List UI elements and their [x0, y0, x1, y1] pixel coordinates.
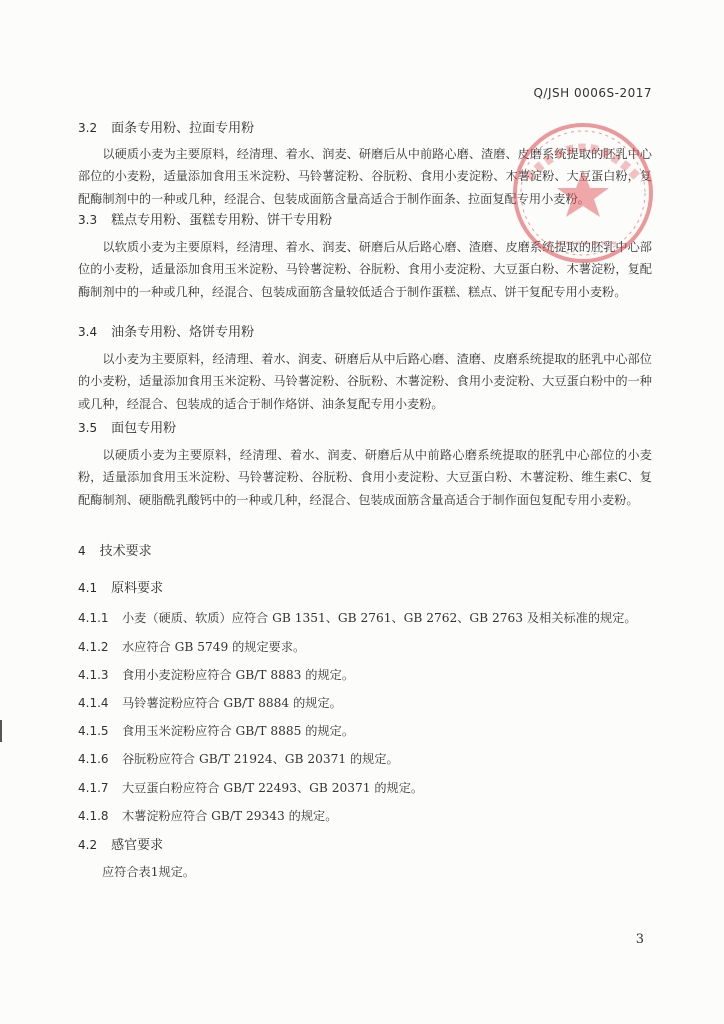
section-heading — [78, 118, 652, 139]
section-3-3-body — [78, 236, 652, 303]
item-number: 4.1.6 — [78, 752, 109, 766]
section-title: 面包专用粉 — [111, 421, 177, 436]
section-number: 3.2 — [78, 121, 98, 135]
section-heading — [78, 541, 652, 562]
section-3-4 — [78, 322, 652, 343]
scan-margin-mark — [0, 720, 2, 742]
section-4-2-body — [78, 862, 652, 882]
section-3-2-body — [78, 143, 652, 210]
section-title: 原料要求 — [111, 581, 164, 596]
section-3-5 — [78, 418, 652, 439]
section-heading — [78, 418, 652, 439]
item-number: 4.1.3 — [78, 668, 109, 682]
section-3-2 — [78, 118, 652, 139]
section-number: 3.3 — [78, 213, 98, 227]
section-title: 感官要求 — [111, 838, 164, 853]
section-number: 3.5 — [78, 421, 98, 435]
paragraph: 以硬质小麦为主要原料，经清理、着水、润麦、研磨后从中前路心磨、渣磨、皮磨系统提取的胚乳中心部位的小麦粉，适量添加食用玉米淀粉、马铃薯淀粉、谷朊粉、食用小麦淀粉、木薯淀粉、大豆蛋白粉，复配酶制剂中的一种或几种，经混合、包装成面筋含量高适合于制作面条、拉面复配专用小麦粉。 — [78, 147, 652, 206]
item-4-1-6 — [78, 749, 652, 769]
item-text: 马铃薯淀粉应符合 GB/T 8884 的规定。 — [122, 696, 342, 710]
item-number: 4.1.4 — [78, 696, 109, 710]
section-4 — [78, 541, 652, 562]
section-3-3 — [78, 210, 652, 231]
item-text: 食用小麦淀粉应符合 GB/T 8883 的规定。 — [122, 668, 355, 682]
item-4-1-7 — [78, 778, 652, 798]
section-title: 面条专用粉、拉面专用粉 — [111, 121, 255, 136]
item-text: 食用玉米淀粉应符合 GB/T 8885 的规定。 — [122, 724, 355, 738]
item-number: 4.1.5 — [78, 724, 109, 738]
paragraph: 以硬质小麦为主要原料，经清理、着水、润麦、研磨后从中前路心磨系统提取的胚乳中心部位的小麦粉，适量添加食用玉米淀粉、马铃薯淀粉、谷朊粉、食用小麦淀粉、大豆蛋白粉、木薯淀粉、维生素C、复配酶制剂、硬脂酰乳酸钙中的一种或几种，经混合、包装成面筋含量高适合于制作面包复配专用小麦粉。 — [78, 448, 652, 507]
item-4-1-1 — [78, 608, 652, 628]
section-3-5-body — [78, 444, 652, 511]
item-number: 4.1.2 — [78, 640, 109, 654]
section-heading — [78, 210, 652, 231]
item-4-1-5 — [78, 721, 652, 741]
item-text: 木薯淀粉应符合 GB/T 29343 的规定。 — [122, 809, 338, 823]
item-text: 小麦（硬质、软质）应符合 GB 1351、GB 2761、GB 2762、GB 2763 及相关标准的规定。 — [122, 611, 637, 625]
item-text: 水应符合 GB 5749 的规定要求。 — [122, 640, 306, 654]
section-heading — [78, 578, 652, 599]
section-heading — [78, 835, 652, 856]
item-number: 4.1.1 — [78, 611, 109, 625]
section-4-2 — [78, 835, 652, 856]
item-number: 4.1.7 — [78, 781, 109, 795]
section-title: 油条专用粉、烙饼专用粉 — [111, 325, 255, 340]
item-4-1-8 — [78, 806, 652, 826]
page-number: 3 — [635, 932, 644, 947]
section-number: 4 — [78, 544, 86, 558]
standard-code: Q/JSH 0006S-2017 — [533, 86, 652, 100]
item-number: 4.1.8 — [78, 809, 109, 823]
section-number: 4.2 — [78, 838, 98, 852]
section-number: 3.4 — [78, 325, 98, 339]
item-4-1-3 — [78, 665, 652, 685]
section-4-1 — [78, 578, 652, 599]
item-4-1-2 — [78, 637, 652, 657]
item-4-1-4 — [78, 693, 652, 713]
paragraph: 应符合表1规定。 — [102, 865, 196, 879]
paragraph: 以软质小麦为主要原料，经清理、着水、润麦、研磨后从后路心磨、渣磨、皮磨系统提取的胚乳中心部位的小麦粉，适量添加食用玉米淀粉、马铃薯淀粉、谷朊粉、食用小麦淀粉、大豆蛋白粉、木薯淀粉，复配酶制剂中的一种或几种，经混合、包装成面筋含量较低适合于制作蛋糕、糕点、饼干复配专用小麦粉。 — [78, 240, 652, 299]
item-text: 大豆蛋白粉应符合 GB/T 22493、GB 20371 的规定。 — [122, 781, 424, 795]
section-3-4-body — [78, 348, 652, 415]
section-title: 技术要求 — [99, 544, 152, 559]
section-title: 糕点专用粉、蛋糕专用粉、饼干专用粉 — [111, 213, 333, 228]
paragraph: 以小麦为主要原料，经清理、着水、润麦、研磨后从中后路心磨、渣磨、皮磨系统提取的胚乳中心部位的小麦粉，适量添加食用玉米淀粉、马铃薯淀粉、谷朊粉、木薯淀粉、食用小麦淀粉、大豆蛋白粉中的一种或几种，经混合、包装成的适合于制作烙饼、油条复配专用小麦粉。 — [78, 352, 652, 411]
item-text: 谷朊粉应符合 GB/T 21924、GB 20371 的规定。 — [122, 752, 399, 766]
section-heading — [78, 322, 652, 343]
section-number: 4.1 — [78, 581, 98, 595]
